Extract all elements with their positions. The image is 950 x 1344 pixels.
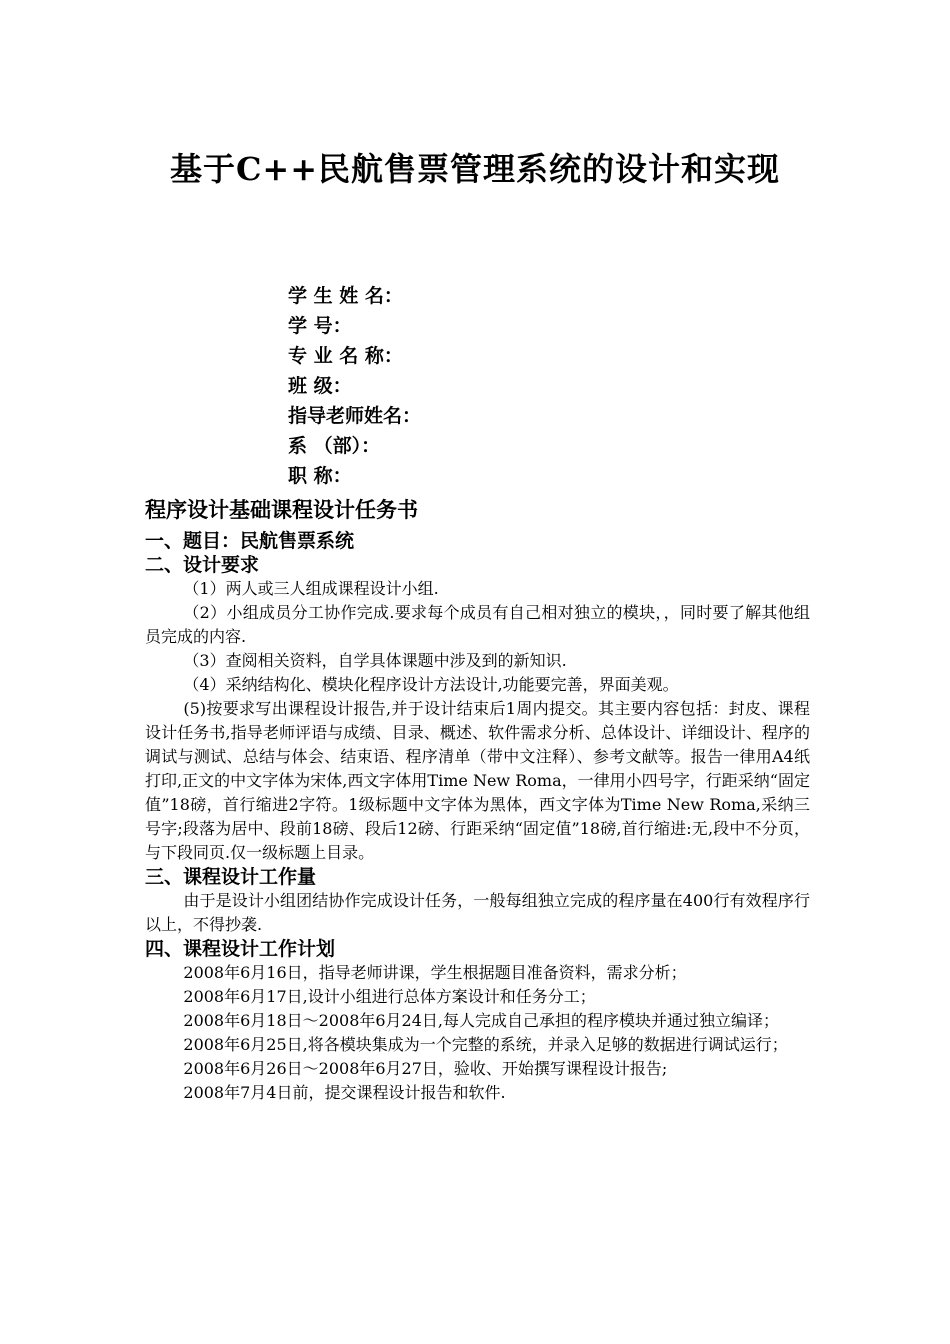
workload-paragraph: 由于是设计小组团结协作完成设计任务，一般每组独立完成的程序量在400行有效程序行以上，不得抄袭. — [145, 891, 810, 934]
section-plan-heading: 四、课程设计工作计划 — [145, 938, 336, 960]
info-row-student-name — [288, 281, 468, 311]
section-workload-heading: 三、课程设计工作量 — [145, 866, 317, 888]
plan-item: 2008年7月4日前，提交课程设计报告和软件. — [183, 1083, 506, 1102]
plan-item: 2008年6月16日，指导老师讲课，学生根据题目准备资料，需求分析； — [183, 963, 687, 982]
requirement-item: （1）两人或三人组成课程设计小组. — [183, 579, 439, 598]
plan-item: 2008年6月17日,设计小组进行总体方案设计和任务分工； — [183, 987, 596, 1006]
info-label: 班 级： — [288, 375, 352, 397]
info-row-title — [288, 461, 468, 491]
task-book — [145, 495, 810, 1105]
info-label: 系 （部）： — [288, 435, 381, 457]
cover-info-block — [288, 281, 468, 491]
info-row-class — [288, 371, 468, 401]
requirement-item: （2）小组成员分工协作完成.要求每个成员有自己相对独立的模块，，同时要了解其他组员完成的内容. — [145, 603, 810, 646]
info-row-department — [288, 431, 468, 461]
requirement-item: （3）查阅相关资料，自学具体课题中涉及到的新知识. — [183, 651, 567, 670]
info-row-advisor — [288, 401, 468, 431]
info-label: 学 生 姓 名： — [288, 285, 403, 307]
info-label: 专 业 名 称： — [288, 345, 403, 367]
plan-item: 2008年6月25日,将各模块集成为一个完整的系统，并录入足够的数据进行调试运行； — [183, 1035, 788, 1054]
info-label: 学 号： — [288, 315, 352, 337]
section-topic-heading: 一、题目：民航售票系统 — [145, 530, 355, 552]
requirement-item: （4）采纳结构化、模块化程序设计方法设计,功能要完善，界面美观。 — [183, 675, 679, 694]
info-row-major — [288, 341, 468, 371]
plan-item: 2008年6月18日～2008年6月24日,每人完成自己承担的程序模块并通过独立编译； — [183, 1011, 779, 1030]
info-row-student-id — [288, 311, 468, 341]
task-book-title: 程序设计基础课程设计任务书 — [145, 497, 418, 522]
info-label: 职 称： — [288, 465, 352, 487]
requirement-item: (5)按要求写出课程设计报告,并于设计结束后1周内提交。其主要内容包括：封皮、课程设计任务书,指导老师评语与成绩、目录、概述、软件需求分析、总体设计、详细设计、程序的调试与测试、总结与体会、结束语、程序清单（带中文注释）、参考文献等。报告一律用A4纸打印,正文的中文字体为宋体,西文字体用Time New Roma，一律用小四号字，行距采纳“固定值”18磅，首行缩进2字符。1级标题中文字体为黑体，西文字体为Time New Roma,采纳三号字;段落为居中、段前18磅、段后12磅、行距采纳“固定值”18磅,首行缩进:无,段中不分页，与下段同页.仅一级标题上目录。 — [145, 699, 810, 862]
section-requirements-heading: 二、设计要求 — [145, 554, 260, 576]
plan-item: 2008年6月26日～2008年6月27日，验收、开始撰写课程设计报告; — [183, 1059, 668, 1078]
info-label: 指导老师姓名： — [288, 405, 422, 427]
document-title: 基于C++民航售票管理系统的设计和实现 — [169, 150, 781, 188]
